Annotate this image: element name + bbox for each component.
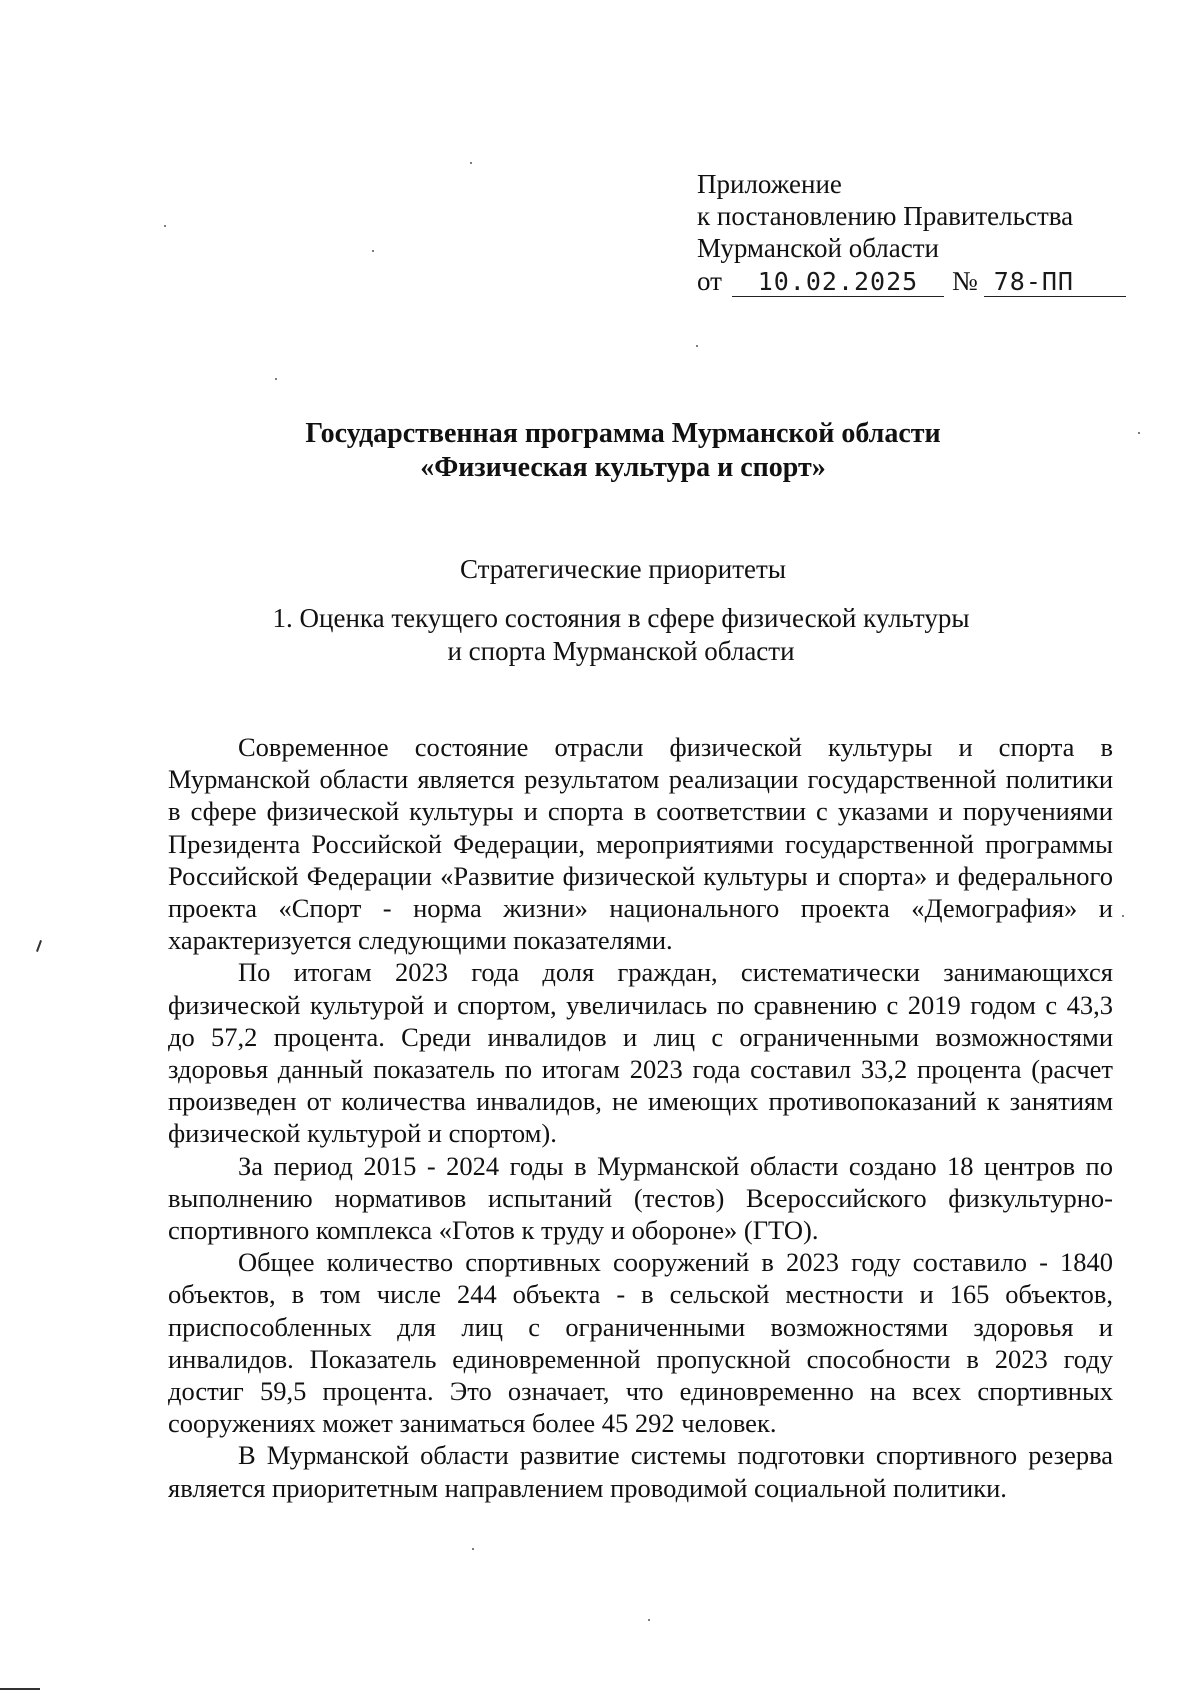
scan-edge-mark — [36, 940, 42, 952]
paragraph: В Мурманской области развитие системы подготовки спортивного резерва является приоритетным направлением проводимой социальной политики. — [168, 1440, 1113, 1503]
region-name: Мурманской области — [697, 233, 939, 263]
resolution-date-number-line — [697, 265, 1126, 297]
number-sign-label: № — [951, 266, 978, 296]
subsection-heading-line-1: 1. Оценка текущего состояния в сфере физической культуры — [272, 603, 970, 633]
scan-speck — [164, 225, 166, 227]
paragraph: По итогам 2023 года доля граждан, систематически занимающихся физической культурой и спортом, увеличилась по сравнению с 2019 годом с 43,3 до 57,2 процента. Среди инвалидов и лиц с ограниченными возможностями здоровья данный показатель по итогам 2023 года составил 33,2 процента (расчет произведен от количества инвалидов, не имеющих противопоказаний к занятиям физической культурой и спортом). — [168, 957, 1113, 1149]
scan-speck — [470, 162, 472, 164]
scan-speck — [275, 378, 277, 380]
scan-speck — [372, 250, 374, 252]
paragraph: За период 2015 - 2024 годы в Мурманской области создано 18 центров по выполнению нормативов испытаний (тестов) Всероссийского физкультурно-спортивного комплекса «Готов к труду и обороне» (ГТО). — [168, 1150, 1113, 1246]
body-text — [168, 731, 1113, 1504]
resolution-date: 10.02.2025 — [732, 268, 944, 297]
paragraph: Современное состояние отрасли физической культуры и спорта в Мурманской области является результатом реализации государственной политики в сфере физической культуры и спорта в соответствии с указами и поручениями Президента Российской Федерации, мероприятиями государственной программы Российской Федерации «Развитие физической культуры и спорта» и федерального проекта «Спорт - норма жизни» национального проекта «Демография» и характеризуется следующими показателями. — [168, 732, 1113, 956]
scan-speck — [472, 1548, 474, 1550]
appendix-reference-block — [697, 168, 1126, 297]
program-title-line-2: «Физическая культура и спорт» — [420, 452, 826, 483]
scan-speck — [1122, 915, 1124, 917]
resolution-number: 78-ПП — [984, 268, 1126, 297]
resolution-reference: к постановлению Правительства — [697, 201, 1074, 231]
scan-speck — [696, 345, 698, 347]
subsection-heading-line-2: и спорта Мурманской области — [447, 636, 795, 666]
scan-speck — [648, 1619, 650, 1621]
paragraph: Общее количество спортивных сооружений в 2023 году составило - 1840 объектов, в том числе 244 объекта - в сельской местности и 165 объектов, приспособленных для лиц с ограниченными возможностями здоровья и инвалидов. Показатель единовременной пропускной способности в 2023 году достиг 59,5 процента. Это означает, что единовременно на всех спортивных сооружениях может заниматься более 45 292 человек. — [168, 1247, 1113, 1439]
section-heading: Стратегические приоритеты — [460, 554, 786, 584]
scan-speck — [1138, 432, 1140, 434]
subsection-heading — [0, 602, 1200, 668]
program-title-line-1: Государственная программа Мурманской области — [305, 418, 941, 449]
scan-edge-mark — [0, 1688, 40, 1690]
program-title — [0, 417, 1200, 485]
appendix-label: Приложение — [697, 169, 842, 199]
date-prefix-label: от — [697, 266, 722, 296]
